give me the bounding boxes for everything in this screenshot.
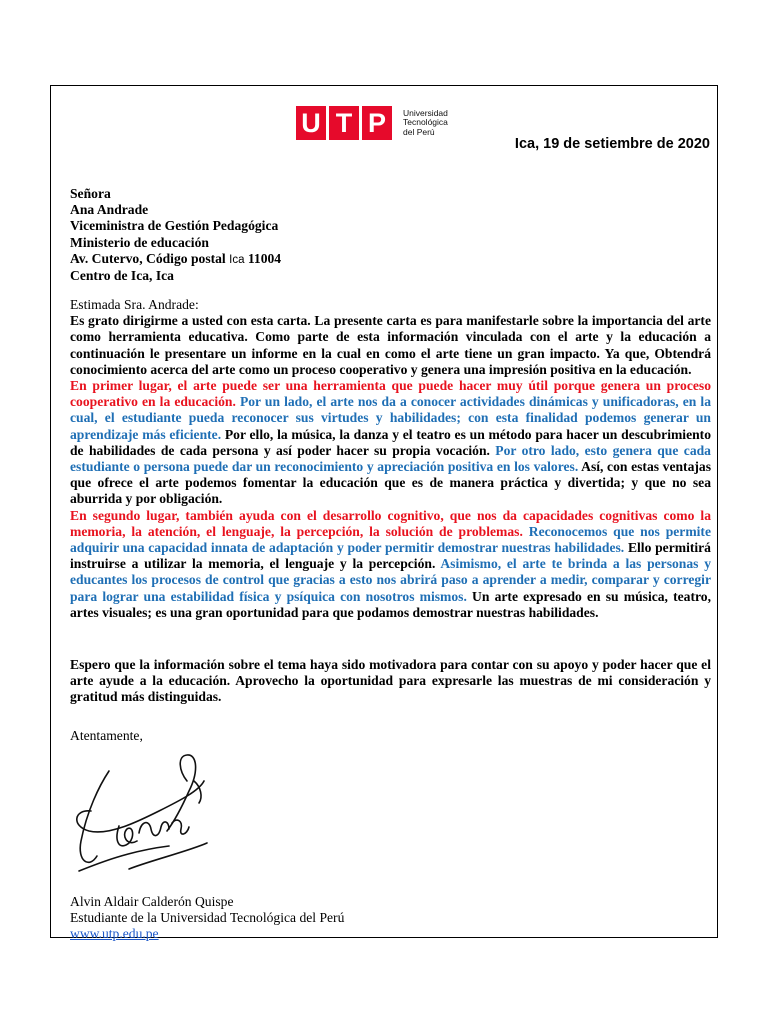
first-point-heading: En primer lugar, el arte puede ser una herramienta que puede hacer muy útil porque genera un proceso cooperativo en la educación. [70,378,711,410]
recipient-ministry: Ministerio de educación [70,234,209,250]
second-point-blue-2: Asimismo, el arte te brinda a las personas y educantes los procesos de control que gracias a esto nos abrirá paso a aprender a medir, comparar y corregir para lograr una estabilidad física y psíquica con nosotros mismos. [70,556,711,604]
logo-line-3: del Perú [403,126,435,137]
logo-line-2: Tecnológica [403,117,448,128]
farewell: Atentamente, [70,728,143,743]
signer-title: Estudiante de la Universidad Tecnológica del Perú [70,910,345,926]
paragraph-second-point [70,508,711,621]
letter-body [70,297,711,621]
second-point-heading: En segundo lugar, también ayuda con el desarrollo cognitivo, que nos da capacidades cognitivas como la memoria, la atención, el lenguaje, la percepción, la solución de problemas. [70,507,711,539]
paragraph-first-point [70,378,711,508]
second-point-black-2: Un arte expresado en su música, teatro, artes visuales; es una gran oportunidad para que podamos demostrar nuestras habilidades. [70,588,711,620]
second-point-blue-1: Reconocemos que nos permite adquirir una capacidad innata de adaptación y poder permitir demostrar nuestras habilidades. [70,523,711,556]
logo-letter-p: P [362,106,392,140]
signer-block [70,894,344,943]
address-postal-code: 11004 [247,250,282,266]
utp-logo [296,105,448,141]
first-point-blue-2: Por otro lado, esto genera que cada estudiante o persona puede dar un reconocimiento y apreciación positiva en los valores. [70,442,711,475]
signer-name: Alvin Aldair Calderón Quispe [70,894,234,909]
letter-date: Ica, 19 de setiembre de 2020 [514,136,710,152]
letter-salutation [70,297,711,313]
logo-line-1: Universidad [403,107,448,118]
salutation-text: Estimada Sra. Andrade: [70,297,199,312]
utp-logo-text [403,109,448,138]
utp-logo-mark [296,106,395,140]
recipient-location: Centro de Ica, Ica [70,268,174,284]
logo-letter-u: U [296,106,326,140]
paragraph-intro: Es grato dirigirme a usted con esta carta. La presente carta es para manifestarle sobre la importancia del arte como herramienta educativa. Como parte de esta información vinculada con el arte y la educación a continuación le presentare un informe en la cual en como el arte tiene un gran impacto. Ya que, Obtendrá conocimiento acerca del arte como un proceso cooperativo y genera una impresión positiva en la educación. [70,313,711,377]
logo-letter-t: T [329,106,359,140]
handwritten-signature [69,751,214,886]
closing-paragraph: Espero que la información sobre el tema haya sido motivadora para contar con su apoyo y poder hacer que el arte ayude a la educación. Aprovecho la oportunidad para expresarle las muestras de mi consideración y gratitud más distinguidas. [70,657,711,705]
recipient-block [70,186,281,284]
university-website-link[interactable]: www.utp.edu.pe [70,926,159,942]
recipient-address [70,251,281,268]
first-point-blue-1: Por un lado, el arte nos da a conocer actividades dinámicas y unificadoras, en la cual, el estudiante pueda reconocer sus virtudes y habilidades; con esta finalidad podemos generar un aprendizaje más eficiente. [70,394,711,442]
recipient-name: Ana Andrade [70,202,149,218]
first-point-black-1: Por ello, la música, la danza y el teatro es un método para hacer un descubrimiento de habilidades de cada persona y así poder hacer su propia vocación. [70,426,711,458]
address-street: Av. Cutervo, Código postal [70,250,226,266]
address-city: Ica [229,253,245,266]
recipient-position: Viceministra de Gestión Pedagógica [70,218,279,234]
recipient-salutation-title: Señora [70,186,111,201]
letter-page [50,85,718,942]
second-point-black-1: Ello permitirá instruirse a utilizar la memoria, el lenguaje y la percepción. [70,540,711,572]
first-point-black-2: Así, con estas ventajas que ofrece el arte podemos fomentar la educación que es de manera práctica y divertida; y que no sea aburrida y por obligación. [70,459,711,507]
